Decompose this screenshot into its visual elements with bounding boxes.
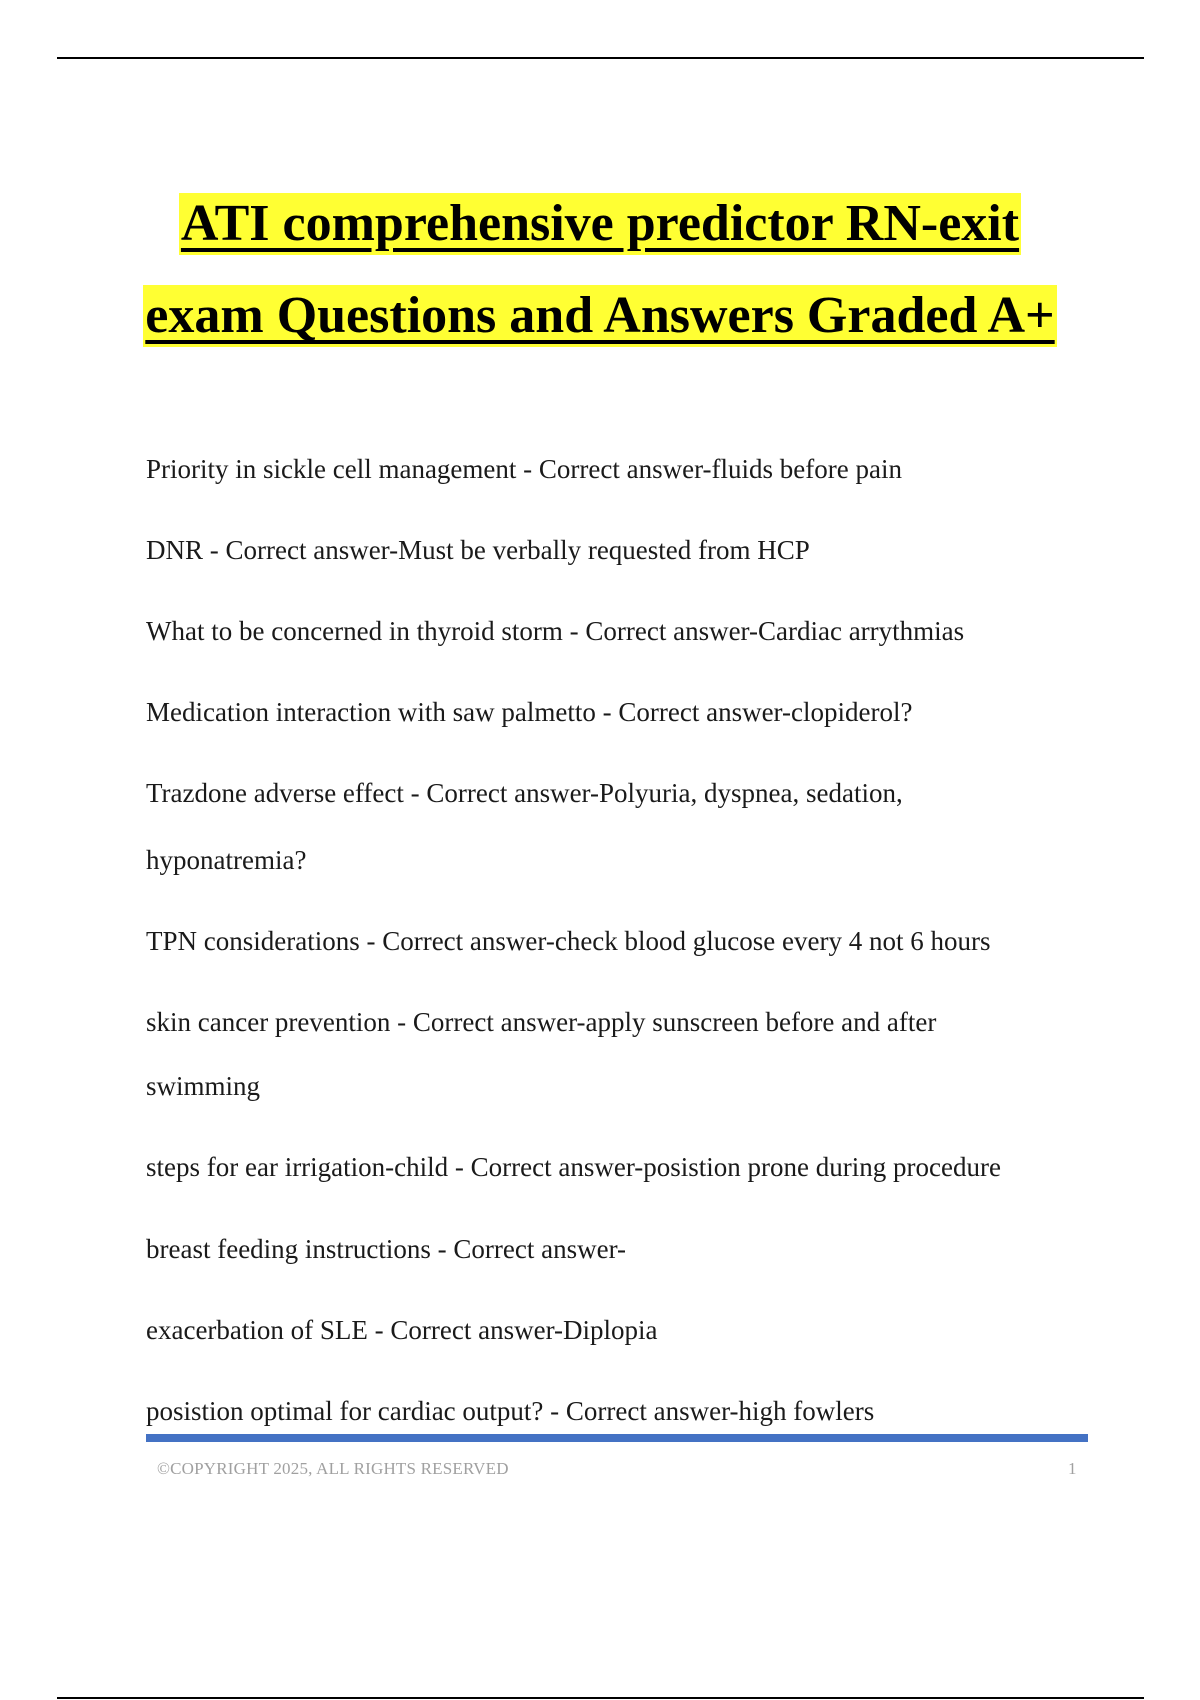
qa-item-continuation: hyponatremia? (146, 845, 307, 875)
bottom-rule (57, 1697, 1144, 1699)
qa-item: breast feeding instructions - Correct answer- (146, 1234, 627, 1264)
qa-item: Trazdone adverse effect - Correct answer-Polyuria, dyspnea, sedation, (146, 778, 903, 808)
title-line-2: exam Questions and Answers Graded A+ (143, 285, 1056, 347)
qa-item: What to be concerned in thyroid storm - Correct answer-Cardiac arrythmias (146, 616, 965, 646)
footer-bar (146, 1434, 1088, 1442)
qa-item: posistion optimal for cardiac output? - Correct answer-high fowlers (146, 1396, 875, 1426)
qa-item: skin cancer prevention - Correct answer-apply sunscreen before and after (146, 1007, 937, 1037)
qa-item: TPN considerations - Correct answer-check blood glucose every 4 not 6 hours (146, 926, 991, 956)
qa-item-continuation: swimming (146, 1071, 261, 1101)
qa-item: Priority in sickle cell management - Correct answer-fluids before pain (146, 454, 902, 484)
footer-copyright: ©COPYRIGHT 2025, ALL RIGHTS RESERVED (157, 1459, 509, 1478)
page-number: 1 (1068, 1459, 1077, 1478)
qa-item: DNR - Correct answer-Must be verbally requested from HCP (146, 535, 810, 565)
document-title (0, 178, 1200, 362)
qa-item: exacerbation of SLE - Correct answer-Diplopia (146, 1315, 658, 1345)
title-line-1: ATI comprehensive predictor RN-exit (179, 193, 1021, 255)
top-rule (57, 57, 1144, 59)
qa-item: Medication interaction with saw palmetto - Correct answer-clopiderol? (146, 697, 913, 727)
qa-item: steps for ear irrigation-child - Correct answer-posistion prone during procedure (146, 1152, 1001, 1182)
